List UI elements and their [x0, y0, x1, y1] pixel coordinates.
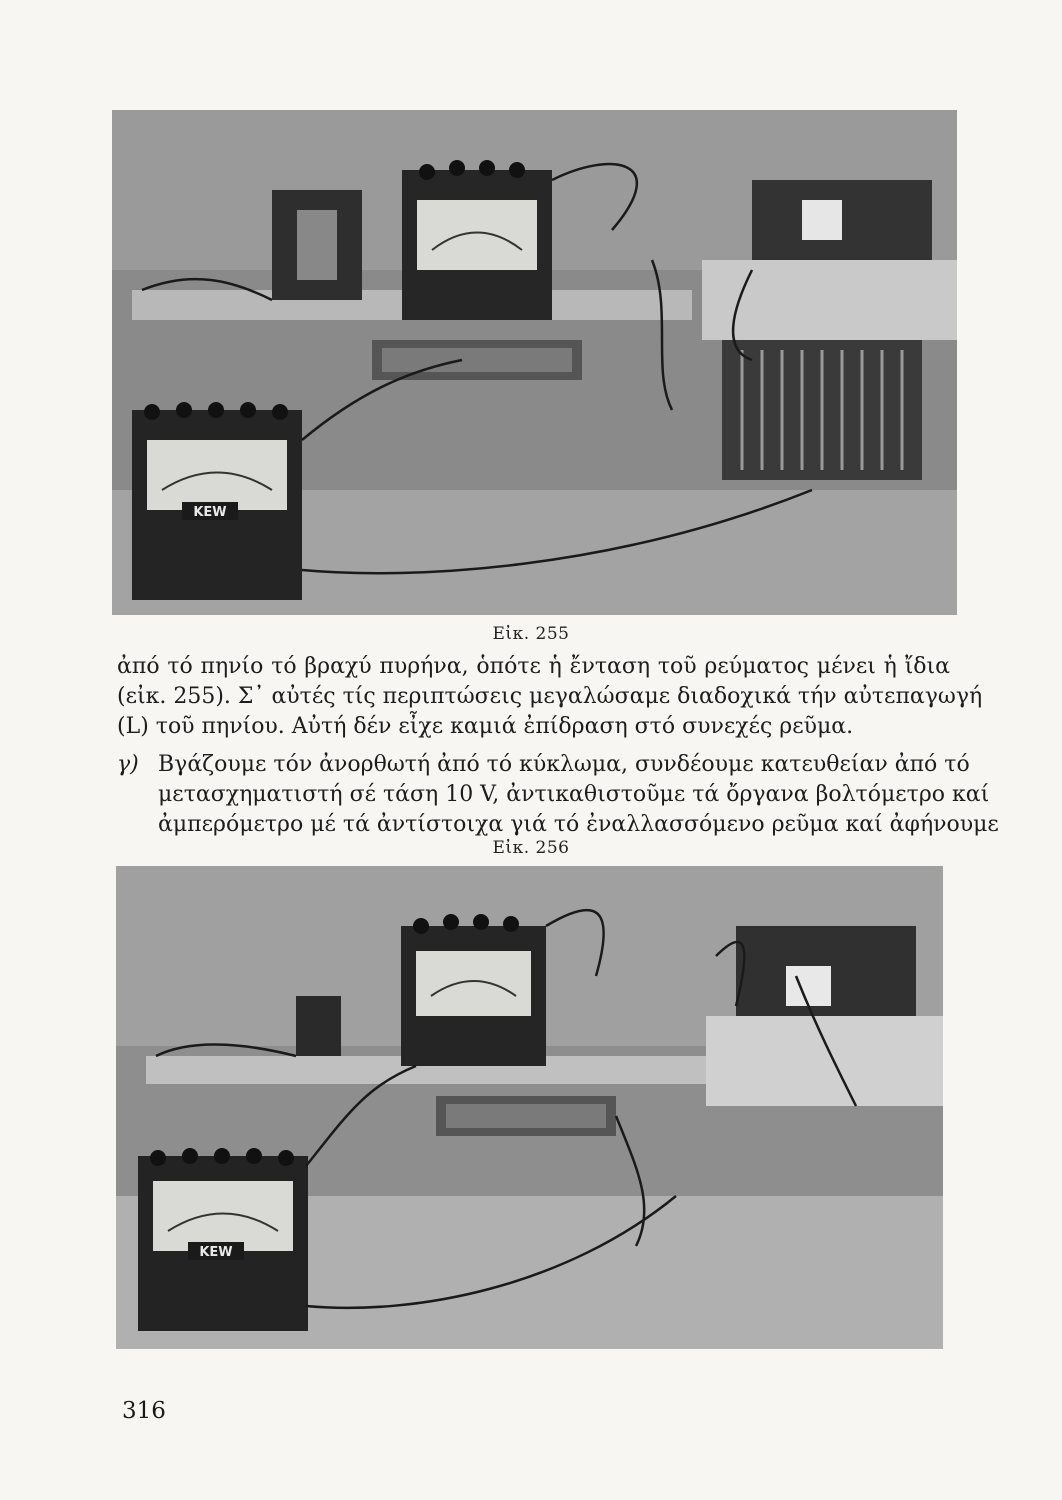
- list-item-gamma-text: [158, 750, 999, 840]
- text-line: ἀπό τό πηνίο τό βραχύ πυρήνα, ὁπότε ἡ ἔνταση τοῦ ρεύματος μένει ἡ ἴδια: [117, 654, 950, 679]
- page-number: 316: [122, 1398, 166, 1424]
- circuit-apparatus-photo-256: [116, 866, 943, 1349]
- text-line: μετασχηματιστή σέ τάση 10 V, ἀντικαθιστοῦμε τά ὄργανα βολτόμετρο καί: [158, 782, 990, 807]
- paragraph-continuation: [117, 652, 983, 742]
- circuit-apparatus-photo-255: [112, 110, 957, 615]
- text-line: ἀμπερόμετρο μέ τά ἀντίστοιχα γιά τό ἐναλλασσόμενο ρεῦμα καί ἀφήνουμε: [158, 812, 999, 837]
- figure-256-photo: [116, 866, 943, 1349]
- text-line: (L) τοῦ πηνίου. Αὐτή δέν εἶχε καμιά ἐπίδραση στό συνεχές ρεῦμα.: [117, 714, 854, 739]
- figure-255-photo: [112, 110, 957, 615]
- meter-brand-label-255: KEW: [193, 505, 227, 520]
- text-line: Βγάζουμε τόν ἀνορθωτή ἀπό τό κύκλωμα, συνδέουμε κατευθείαν ἀπό τό: [158, 752, 970, 777]
- list-item-label: γ): [117, 752, 139, 777]
- figure-255-caption: Εἰκ. 255: [492, 624, 570, 644]
- text-line: (εἰκ. 255). Σ᾽ αὐτές τίς περιπτώσεις μεγαλώσαμε διαδοχικά τήν αὐτεπαγωγή: [117, 684, 983, 709]
- meter-brand-label-256: KEW: [199, 1245, 233, 1260]
- figure-256-caption: Εἰκ. 256: [492, 838, 570, 858]
